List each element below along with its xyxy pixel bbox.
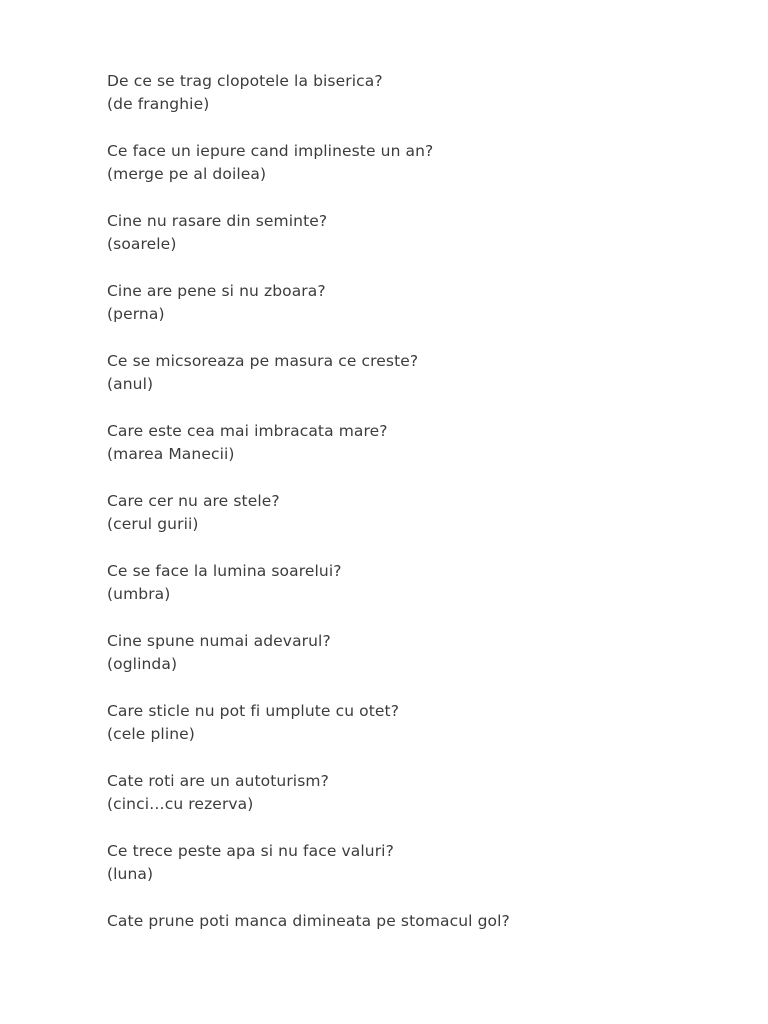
riddle-question: Care este cea mai imbracata mare? (107, 422, 388, 440)
riddle-item (107, 210, 727, 280)
riddle-question: Cine nu rasare din seminte? (107, 212, 328, 230)
riddle-item (107, 490, 727, 560)
riddle-question: Cine spune numai adevarul? (107, 632, 331, 650)
riddle-answer: (cele pline) (107, 725, 195, 743)
riddle-item (107, 140, 727, 210)
riddle-answer: (anul) (107, 375, 154, 393)
riddle-question: Cate roti are un autoturism? (107, 772, 329, 790)
riddle-question: Ce trece peste apa si nu face valuri? (107, 842, 394, 860)
riddle-item (107, 910, 727, 980)
riddle-question: Care sticle nu pot fi umplute cu otet? (107, 702, 400, 720)
riddle-item (107, 700, 727, 770)
riddle-answer: (luna) (107, 865, 154, 883)
riddle-item (107, 560, 727, 630)
riddle-question: Care cer nu are stele? (107, 492, 280, 510)
riddle-question: Ce se face la lumina soarelui? (107, 562, 342, 580)
riddle-item (107, 630, 727, 700)
riddle-item (107, 280, 727, 350)
riddle-question: Cate prune poti manca dimineata pe stomacul gol? (107, 912, 510, 930)
riddle-item (107, 70, 727, 140)
riddle-answer: (perna) (107, 305, 165, 323)
riddle-answer: (cerul gurii) (107, 515, 199, 533)
riddle-question: Ce se micsoreaza pe masura ce creste? (107, 352, 419, 370)
riddle-question: De ce se trag clopotele la biserica? (107, 72, 383, 90)
riddle-item (107, 420, 727, 490)
riddle-item (107, 350, 727, 420)
riddle-question: Cine are pene si nu zboara? (107, 282, 326, 300)
riddle-item (107, 770, 727, 840)
riddle-answer: (merge pe al doilea) (107, 165, 267, 183)
riddle-answer: (oglinda) (107, 655, 178, 673)
riddle-answer: (soarele) (107, 235, 177, 253)
riddle-answer: (marea Manecii) (107, 445, 235, 463)
riddle-question: Ce face un iepure cand implineste un an? (107, 142, 434, 160)
riddle-answer: (de franghie) (107, 95, 210, 113)
riddle-answer: (umbra) (107, 585, 171, 603)
riddle-answer: (cinci…cu rezerva) (107, 795, 254, 813)
riddle-list (107, 70, 727, 980)
riddle-item (107, 840, 727, 910)
